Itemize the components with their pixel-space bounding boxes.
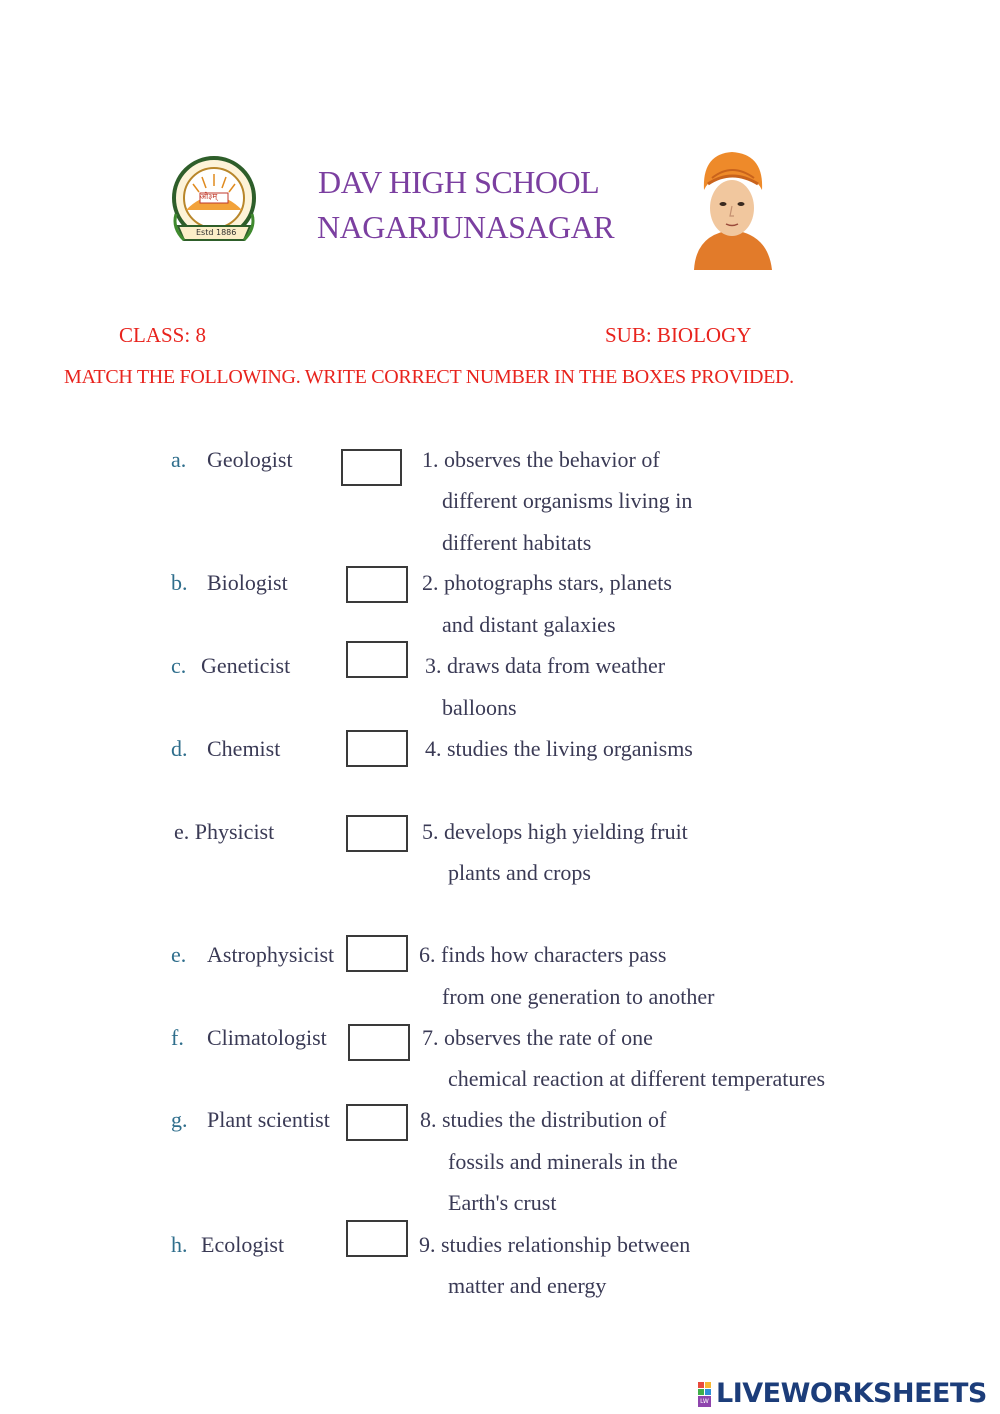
desc-3-line2: balloons: [442, 695, 517, 720]
answer-box-b[interactable]: [346, 566, 408, 603]
desc-9-line1: 9. studies relationship between: [419, 1232, 691, 1257]
term-h-letter: h.: [171, 1232, 188, 1257]
school-name-line2: NAGARJUNASAGAR: [317, 209, 615, 245]
term-a-name: Geologist: [207, 447, 293, 472]
desc-6-line2: from one generation to another: [442, 984, 715, 1009]
answer-box-e2[interactable]: [346, 935, 408, 972]
desc-7-line1: 7. observes the rate of one: [422, 1025, 653, 1050]
term-d-letter: d.: [171, 736, 188, 761]
term-b-name: Biologist: [207, 570, 288, 595]
term-h-name: Ecologist: [201, 1232, 285, 1257]
answer-box-e[interactable]: [346, 815, 408, 852]
answer-box-c[interactable]: [346, 641, 408, 678]
answer-box-d[interactable]: [346, 730, 408, 767]
school-name-line1: DAV HIGH SCHOOL: [318, 164, 600, 200]
instruction-text: MATCH THE FOLLOWING. WRITE CORRECT NUMBER IN THE BOXES PROVIDED.: [64, 366, 794, 388]
logo-center-text: ओ३म्: [200, 192, 218, 201]
liveworksheets-logo[interactable]: LIVEWORKSHEETS: [716, 1378, 987, 1409]
term-g-letter: g.: [171, 1107, 188, 1132]
badge-letter-l: L: [700, 1398, 703, 1405]
desc-2-line2: and distant galaxies: [442, 612, 616, 637]
class-label: CLASS: 8: [119, 323, 206, 347]
logo-banner-text: Estd 1886: [196, 228, 237, 237]
desc-8-line3: Earth's crust: [448, 1190, 557, 1215]
portrait-image: [686, 148, 778, 270]
desc-7-line2: chemical reaction at different temperatures: [448, 1066, 826, 1091]
desc-8-line2: fossils and minerals in the: [448, 1149, 678, 1174]
answer-box-f[interactable]: [348, 1024, 410, 1061]
term-f-letter: f.: [171, 1025, 184, 1050]
answer-box-a[interactable]: [341, 449, 402, 486]
desc-8-line1: 8. studies the distribution of: [420, 1107, 667, 1132]
badge-letter-w: W: [702, 1398, 709, 1405]
desc-1-line3: different habitats: [442, 530, 592, 555]
desc-9-line2: matter and energy: [448, 1273, 607, 1298]
desc-2-line1: 2. photographs stars, planets: [422, 570, 672, 595]
term-e2-letter: e.: [171, 942, 187, 967]
term-f-name: Climatologist: [207, 1025, 327, 1050]
desc-5-line2: plants and crops: [448, 860, 591, 885]
liveworksheets-badge-icon: [698, 1382, 712, 1408]
desc-4-line1: 4. studies the living organisms: [425, 736, 693, 761]
dav-logo-seal: [166, 152, 262, 254]
desc-1-line2: different organisms living in: [442, 488, 693, 513]
answer-box-g[interactable]: [346, 1104, 408, 1141]
term-e-physicist: e. Physicist: [174, 819, 275, 844]
term-g-name: Plant scientist: [207, 1107, 330, 1132]
desc-5-line1: 5. develops high yielding fruit: [422, 819, 688, 844]
subject-label: SUB: BIOLOGY: [605, 323, 752, 347]
term-b-letter: b.: [171, 570, 188, 595]
term-d-name: Chemist: [207, 736, 281, 761]
term-a-letter: a.: [171, 447, 187, 472]
answer-box-h[interactable]: [346, 1220, 408, 1257]
term-c-letter: c.: [171, 653, 187, 678]
desc-1-line1: 1. observes the behavior of: [422, 447, 660, 472]
term-e2-name: Astrophysicist: [207, 942, 335, 967]
desc-3-line1: 3. draws data from weather: [425, 653, 666, 678]
desc-6-line1: 6. finds how characters pass: [419, 942, 667, 967]
term-c-name: Geneticist: [201, 653, 291, 678]
